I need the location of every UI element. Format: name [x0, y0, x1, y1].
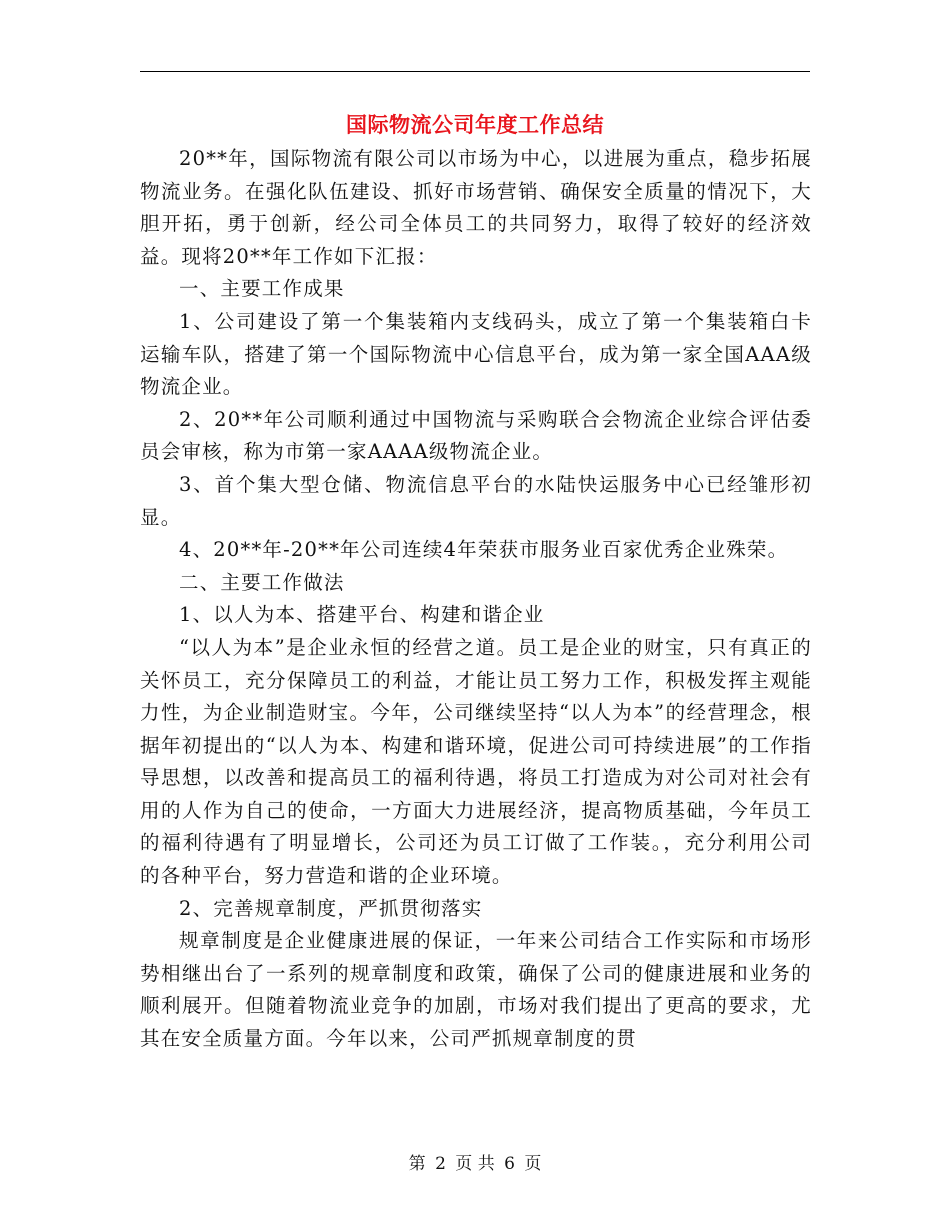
paragraph-result-4: 4、20**年-20**年公司连续4年荣获市服务业百家优秀企业殊荣。	[179, 538, 789, 562]
section-heading-methods: 二、主要工作做法	[179, 570, 345, 594]
footer-current-page: 2	[435, 1154, 446, 1174]
subheading-people-first: 1、以人为本、搭建平台、构建和谐企业	[179, 603, 545, 627]
header-rule	[140, 71, 810, 72]
paragraph-regulations: 规章制度是企业健康进展的保证，一年来公司结合工作实际和市场形势相继出台了一系列的规章制度和政策，确保了公司的健康进展和业务的顺利展开。但随着物流业竞争的加剧，市场对我们提出了更高的要求，尤其在安全质量方面。今年以来，公司严抓规章制度的贯	[140, 929, 812, 1051]
document-body	[140, 143, 812, 1056]
paragraph-result-1: 1、公司建设了第一个集装箱内支线码头，成立了第一个集装箱白卡运输车队，搭建了第一个国际物流中心信息平台，成为第一家全国AAA级物流企业。	[140, 309, 812, 399]
paragraph-people-first: “以人为本”是企业永恒的经营之道。员工是企业的财宝，只有真正的关怀员工，充分保障员工的利益，才能让员工努力工作，积极发挥主观能力性，为企业制造财宝。今年，公司继续坚持“以人为本”的经营理念，根据年初提出的“以人为本、构建和谐环境，促进公司可持续进展”的工作指导思想，以改善和提高员工的福利待遇，将员工打造成为对公司对社会有用的人作为自己的使命，一方面大力进展经济，提高物质基础，今年员工的福利待遇有了明显增长，公司还为员工订做了工作装。，充分利用公司的各种平台，努力营造和谐的企业环境。	[140, 635, 812, 888]
paragraph-result-2: 2、20**年公司顺利通过中国物流与采购联合会物流企业综合评估委员会审核，称为市第一家AAAA级物流企业。	[140, 407, 812, 464]
paragraph-result-3: 3、首个集大型仓储、物流信息平台的水陆快运服务中心已经雏形初显。	[140, 472, 812, 529]
footer-prefix: 第	[408, 1154, 426, 1174]
footer-suffix: 页	[524, 1154, 542, 1174]
footer-middle: 页 共	[455, 1154, 495, 1174]
paragraph-intro: 20**年，国际物流有限公司以市场为中心，以进展为重点，稳步拓展物流业务。在强化队伍建设、抓好市场营销、确保安全质量的情况下，大胆开拓，勇于创新，经公司全体员工的共同努力，取得了较好的经济效益。现将20**年工作如下汇报：	[140, 147, 812, 268]
page-footer	[140, 1152, 810, 1176]
footer-total-pages: 6	[504, 1154, 515, 1174]
document-title: 国际物流公司年度工作总结	[346, 112, 604, 137]
section-heading-results: 一、主要工作成果	[179, 277, 345, 301]
subheading-regulations: 2、完善规章制度，严抓贯彻落实	[179, 896, 483, 920]
